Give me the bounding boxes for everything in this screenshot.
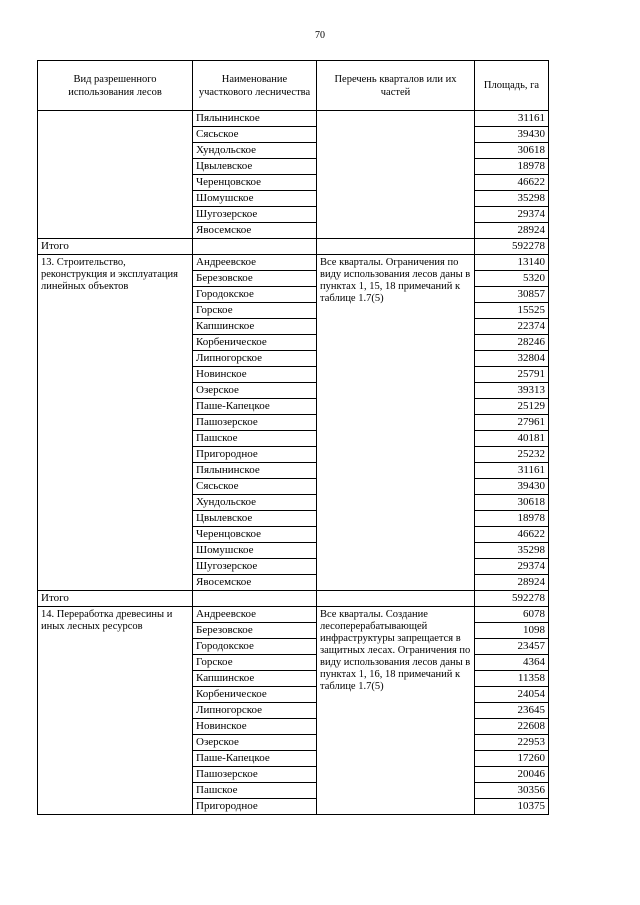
area-value: 22608 [475,719,549,735]
activity-cell [38,111,193,239]
forestry-name: Цвылевское [193,159,317,175]
forestry-name: Липногорское [193,703,317,719]
forestry-name: Пашское [193,783,317,799]
forestry-name: Цвылевское [193,511,317,527]
forestry-name: Пялынинское [193,111,317,127]
area-value: 28924 [475,223,549,239]
area-value: 28246 [475,335,549,351]
area-value: 18978 [475,511,549,527]
forestry-name: Пригородное [193,799,317,815]
empty-cell [317,239,475,255]
forestry-name: Новинское [193,367,317,383]
forestry-name: Паше-Капецкое [193,399,317,415]
area-value: 17260 [475,751,549,767]
forestry-name: Сясьское [193,127,317,143]
forestry-name: Хундольское [193,143,317,159]
header-area: Площадь, га [475,61,549,111]
forestry-name: Явосемское [193,223,317,239]
area-value: 20046 [475,767,549,783]
area-value: 13140 [475,255,549,271]
forestry-name: Горское [193,303,317,319]
area-value: 30857 [475,287,549,303]
area-value: 24054 [475,687,549,703]
quarters-cell: Все кварталы. Создание лесоперерабатывающей инфраструктуры запрещается в защитных лесах. Ограничения по виду использования лесов даны в пунктах 1, 16, 18 примечаний к таблице 1.7(5) [317,607,475,815]
area-value: 23457 [475,639,549,655]
area-value: 22374 [475,319,549,335]
area-value: 10375 [475,799,549,815]
forestry-name: Новинское [193,719,317,735]
forestry-name: Пялынинское [193,463,317,479]
forestry-name: Корбеническое [193,687,317,703]
forestry-name: Черенцовское [193,175,317,191]
activity-cell: 13. Строительство, реконструкция и эксплуатация линейных объектов [38,255,193,591]
area-value: 11358 [475,671,549,687]
area-value: 29374 [475,207,549,223]
area-value: 39313 [475,383,549,399]
area-value: 15525 [475,303,549,319]
header-forestry: Наименование участкового лесничества [193,61,317,111]
forestry-name: Андреевское [193,607,317,623]
forestry-name: Липногорское [193,351,317,367]
forestry-name: Капшинское [193,319,317,335]
area-value: 35298 [475,191,549,207]
forestry-name: Озерское [193,383,317,399]
forestry-name: Пашозерское [193,415,317,431]
total-row [38,239,549,255]
area-value: 30356 [475,783,549,799]
quarters-cell: Все кварталы. Ограничения по виду использования лесов даны в пунктах 1, 15, 18 примечаний к таблице 1.7(5) [317,255,475,591]
area-value: 27961 [475,415,549,431]
forestry-name: Явосемское [193,575,317,591]
area-value: 25129 [475,399,549,415]
table-row [38,111,549,127]
header-quarters: Перечень кварталов или их частей [317,61,475,111]
area-value: 32804 [475,351,549,367]
area-value: 1098 [475,623,549,639]
forestry-name: Андреевское [193,255,317,271]
forestry-name: Шомушское [193,543,317,559]
area-value: 30618 [475,143,549,159]
area-value: 28924 [475,575,549,591]
quarters-cell [317,111,475,239]
forestry-name: Горское [193,655,317,671]
area-value: 40181 [475,431,549,447]
forestry-name: Паше-Капецкое [193,751,317,767]
empty-cell [317,591,475,607]
total-label: Итого [38,239,193,255]
area-value: 25791 [475,367,549,383]
area-value: 23645 [475,703,549,719]
table-row [38,607,549,623]
forestry-name: Сясьское [193,479,317,495]
forestry-name: Березовское [193,271,317,287]
forestry-name: Городокское [193,639,317,655]
forestry-name: Шомушское [193,191,317,207]
empty-cell [193,591,317,607]
forestry-name: Пашозерское [193,767,317,783]
forestry-name: Капшинское [193,671,317,687]
total-area: 592278 [475,239,549,255]
page-number: 70 [315,30,325,41]
forestry-name: Шугозерское [193,559,317,575]
area-value: 25232 [475,447,549,463]
forestry-name: Пашское [193,431,317,447]
forestry-name: Озерское [193,735,317,751]
area-value: 39430 [475,127,549,143]
forestry-name: Хундольское [193,495,317,511]
total-area: 592278 [475,591,549,607]
area-value: 35298 [475,543,549,559]
area-value: 5320 [475,271,549,287]
forestry-name: Городокское [193,287,317,303]
header-use-type: Вид разрешенного использования лесов [38,61,193,111]
empty-cell [193,239,317,255]
total-label: Итого [38,591,193,607]
forestry-name: Корбеническое [193,335,317,351]
forestry-name: Черенцовское [193,527,317,543]
area-value: 39430 [475,479,549,495]
area-value: 29374 [475,559,549,575]
area-value: 6078 [475,607,549,623]
area-value: 46622 [475,175,549,191]
forest-use-table [37,60,549,815]
total-row [38,591,549,607]
area-value: 4364 [475,655,549,671]
area-value: 22953 [475,735,549,751]
area-value: 18978 [475,159,549,175]
area-value: 31161 [475,463,549,479]
area-value: 30618 [475,495,549,511]
forestry-name: Шугозерское [193,207,317,223]
forestry-name: Березовское [193,623,317,639]
area-value: 31161 [475,111,549,127]
forestry-name: Пригородное [193,447,317,463]
header-row [38,61,549,111]
table-row [38,255,549,271]
area-value: 46622 [475,527,549,543]
activity-cell: 14. Переработка древесины и иных лесных ресурсов [38,607,193,815]
